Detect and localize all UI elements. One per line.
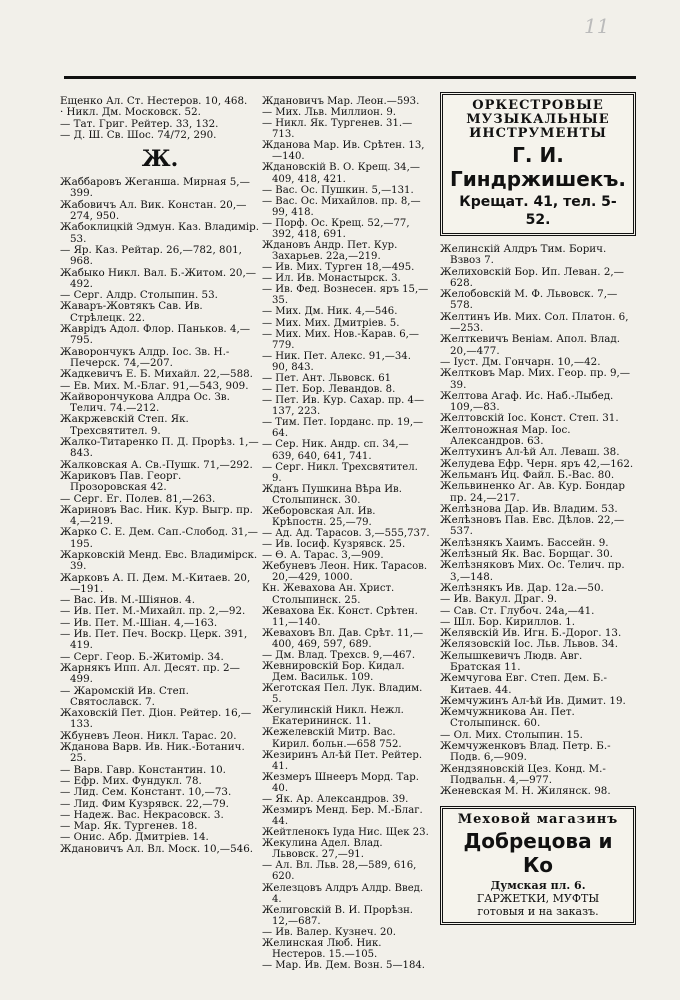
directory-entry: — Серг. Ег. Полев. 81,—263. — [60, 492, 216, 505]
directory-entry: Жельманъ Иц. Файл. Б.-Вас. 80. — [440, 468, 615, 481]
directory-entry: — Мих. Дм. Ник. 4,—546. — [262, 306, 398, 318]
directory-entry: — Пет. Ив. Кур. Сахар. пр. 4—137, 223. — [262, 395, 425, 418]
directory-entry: Жебуневъ Леон. Ник. Тарасов. 20,—429, 1000. — [262, 561, 428, 584]
column-middle — [262, 96, 430, 971]
directory-entry: Жаббаровъ Жеганша. Мирная 5,—399. — [60, 176, 250, 200]
directory-entry: Ещенко Ал. Ст. Нестеров. 10, 468. — [60, 95, 248, 107]
ad-address: Думская пл. 6. — [490, 878, 586, 892]
directory-entry: Желѣзный Як. Вас. Борщаг. 30. — [440, 548, 613, 561]
directory-entry: Ждановичъ Ал. Вл. Моск. 10,—546. — [60, 842, 254, 855]
directory-entry: Жемчужникова Ан. Пет. Столыпинск. 60. — [440, 706, 575, 730]
directory-entry: Жемчугова Евг. Степ. Дем. Б.-Китаев. 44. — [440, 672, 608, 696]
directory-entry: — Ол. Мих. Столыпин. 15. — [440, 728, 583, 741]
directory-entry: Желявскій Ив. Игн. Б.-Дорог. 13. — [440, 627, 622, 640]
directory-entry: — Тим. Пет. Іорданс. пр. 19,—64. — [262, 417, 424, 440]
header-rule — [64, 76, 636, 79]
directory-entry: — Як. Ар. Александров. 39. — [262, 793, 409, 805]
directory-entry: Желудева Ефр. Черн. яръ 42,—162. — [440, 457, 634, 470]
directory-entry: — Вас. Ос. Михайлов. пр. 8,—99, 418. — [262, 195, 421, 218]
directory-entry: Жевахова Ек. Конст. Срѣтен. 11,—140. — [262, 605, 418, 628]
directory-entry: — Ив. Пет. М.-Михайл. пр. 2,—92. — [60, 605, 246, 618]
directory-entry: Жарковъ А. П. Дем. М.-Китаев. 20,—191. — [60, 571, 251, 595]
directory-entry: — Шл. Бор. Кириллов. 1. — [440, 615, 576, 628]
directory-entry: Жабыко Никл. Вал. Б.-Житом. 20,—492. — [60, 266, 257, 290]
ad-line-3: ИНСТРУМЕНТЫ — [469, 126, 607, 141]
directory-entry: — Ив. Іосиф. Кузрявск. 25. — [262, 539, 406, 551]
entries-e-section — [60, 96, 260, 141]
page-number: 11 — [584, 14, 610, 38]
directory-entry: — Ив. Пет. М.-Шіан. 4,—163. — [60, 616, 218, 629]
directory-entry: — Іуст. Дм. Гончарн. 10,—42. — [440, 355, 601, 368]
directory-entry: Жезмеръ Шнееръ Морд. Тар. 40. — [262, 771, 419, 794]
directory-entry: Жаворончукъ Алдр. Іос. Зв. Н.-Печерск. 74,—207. — [60, 345, 230, 369]
entries-list — [262, 96, 430, 971]
directory-entry: Жежелевскій Митр. Вас. Кирил. больн.—658 752. — [262, 727, 402, 750]
directory-entry: Жемчуженковъ Влад. Петр. Б.-Подв. 6,—909. — [440, 740, 611, 764]
directory-entry: — Тат. Григ. Рейтер. 33, 132. — [60, 117, 219, 130]
directory-entry: Жарко С. Е. Дем. Сап.-Слобод. 31,—195. — [60, 526, 258, 550]
directory-entry: — Пет. Ант. Львовск. 61 — [262, 372, 392, 384]
advertisement-furs — [440, 806, 636, 925]
directory-entry: Желтинъ Ив. Мих. Сол. Платон. 6,—253. — [440, 310, 629, 335]
directory-entry: Желткевичъ Веніам. Апол. Влад. 20,—477. — [440, 333, 621, 357]
ad-goods: ГАРЖЕТКИ, МУФТЫ — [476, 891, 600, 905]
directory-entry: Желобовскій М. Ф. Львовск. 7,—578. — [440, 288, 618, 312]
directory-entry: Жельвиненко Аг. Ав. Кур. Бондар пр. 24,—217. — [440, 480, 625, 504]
directory-entry: Жезмиръ Менд. Бер. М.-Благ. 44. — [262, 805, 423, 828]
directory-entry: Жеваховъ Вл. Дав. Срѣт. 11,—400, 469, 597, 689. — [262, 627, 424, 650]
directory-entry: — Ив. Фед. Вознесен. яръ 15,—35. — [262, 284, 429, 307]
directory-entry: Ждановскій В. О. Крещ. 34,—409, 418, 421. — [262, 162, 420, 185]
directory-entry: Желтковъ Мар. Мих. Геор. пр. 9,—39. — [440, 367, 631, 391]
entries-zh-section — [60, 177, 260, 855]
directory-entry: — Ил. Ив. Монастырск. 3. — [262, 273, 401, 285]
directory-entry: Жекулина Адел. Влад. Львовск. 27,—91. — [262, 838, 383, 861]
ad-line-1: ОРКЕСТРОВЫЕ — [472, 98, 604, 113]
directory-entry: Жадкевичъ Е. Б. Михайл. 22,—588. — [60, 368, 253, 381]
directory-entry: Желтовскій Іос. Конст. Степ. 31. — [440, 412, 619, 425]
directory-entry: Жемчужинъ Ал-ѣй Ив. Димит. 19. — [440, 694, 626, 707]
directory-entry: — Онис. Абр. Дмитріев. 14. — [60, 831, 209, 844]
directory-entry: — Ефр. Мих. Фундукл. 78. — [60, 774, 202, 787]
directory-entry: — Мар. Ив. Дем. Возн. 5—184. — [262, 960, 426, 972]
directory-entry: Жейтленокъ Іуда Нис. Щек 23. — [262, 827, 429, 839]
directory-entry: — Жаромскій Ив. Степ. Святославск. 7. — [60, 684, 189, 708]
directory-entry: Жданова Мар. Ив. Срѣтен. 13,—140. — [262, 140, 425, 163]
column-right — [440, 92, 636, 933]
directory-entry: — Лид. Сем. Констант. 10,—73. — [60, 786, 232, 799]
directory-entry: Жданъ Пушкина Вѣра Ив. Столыпинск. 30. — [262, 483, 402, 506]
directory-entry: — Вас. Ив. М.-Шіянов. 4. — [60, 594, 195, 607]
directory-entry: Желѣзнякъ Хаимъ. Бассейн. 9. — [440, 536, 609, 549]
directory-entry: Кн. Жевахова Ан. Христ. Столыпинск. 25. — [262, 583, 395, 606]
directory-entry: Жариковъ Пав. Георг. Прозоровская 42. — [60, 469, 182, 494]
directory-entry: Жарнякъ Ипп. Ал. Десят. пр. 2—499. — [60, 661, 240, 686]
directory-entry: — Яр. Каз. Рейтар. 26,—782, 801, 968. — [60, 243, 242, 268]
directory-entry: Желинскій Алдръ Тим. Борич. Взвоз 7. — [440, 243, 607, 267]
ad-note: готовыя и на заказъ. — [477, 904, 599, 918]
directory-entry: — Сав. Ст. Глубоч. 24а,—41. — [440, 604, 595, 617]
directory-entry: Желтоножная Мар. Іос. Александров. 63. — [440, 423, 571, 448]
entries-list — [440, 244, 636, 798]
directory-entry: Жайворончукова Алдра Ос. Зв. Телич. 74.—212. — [60, 390, 230, 415]
directory-entry: — Ив. Вакул. Драг. 9. — [440, 593, 558, 606]
directory-entry: — Серг. Геор. Б.-Житомір. 34. — [60, 650, 224, 663]
directory-entry: — Мих. Мих. Дмитріев. 5. — [262, 317, 400, 329]
directory-entry: Жакржевскій Степ. Як. Трехсвятител. 9. — [60, 413, 189, 437]
directory-entry: — Ад. Ад. Тарасов. 3,—555,737. — [262, 528, 430, 540]
directory-entry: Жендзяновскій Цез. Конд. М.-Подвальн. 4,—977. — [440, 762, 606, 786]
ad-line-1: Меховой магазинъ — [457, 811, 619, 827]
directory-entry: Жеборовская Ал. Ив. Крѣпостн. 25,—79. — [262, 505, 376, 528]
directory-entry: — Вас. Ос. Пушкин. 5,—131. — [262, 184, 414, 196]
directory-entry: — Д. Ш. Св. Шос. 74/72, 290. — [60, 128, 217, 141]
directory-entry: Желиховскій Бор. Ип. Леван. 2,—628. — [440, 265, 624, 289]
directory-entry: Желѣзнякъ Ив. Дар. 12а.—50. — [440, 581, 604, 594]
directory-entry: Жабоклицкій Эдмун. Каз. Владимір. 53. — [60, 221, 260, 245]
directory-entry: Желѣзновъ Пав. Евс. Дѣлов. 22,—537. — [440, 514, 625, 538]
directory-entry: — Ив. Пет. Печ. Воскр. Церк. 391, 419. — [60, 628, 248, 652]
directory-entry: — Ник. Пет. Алекс. 91,—34. 90, 843. — [262, 350, 411, 373]
directory-entry: — Ив. Валер. Кузнеч. 20. — [262, 926, 397, 938]
advertisement-instruments — [440, 92, 636, 236]
directory-entry: Желышкевичъ Людв. Авг. Братская 11. — [440, 649, 583, 673]
directory-entry: — Ив. Мих. Турген 18,—495. — [262, 262, 415, 274]
directory-entry: — Пет. Бор. Левандов. 8. — [262, 384, 396, 396]
directory-entry: Жевнировскій Бор. Кидал. Дем. Васильк. 109. — [262, 660, 405, 684]
directory-entry: Железцовъ Алдръ Алдр. Введ. 4. — [262, 882, 424, 905]
directory-entry: Жаваръ-Жовтякъ Сав. Ив. Стрѣлецк. 22. — [60, 300, 203, 324]
directory-entry: Ждановичъ Мар. Леон.—593. — [262, 96, 420, 107]
directory-entry: Жаховскій Пет. Діон. Рейтер. 16,—133. — [60, 707, 252, 731]
directory-entry: Жбуневъ Леон. Никл. Тарас. 20. — [60, 729, 237, 742]
ad-line-2: МУЗЫКАЛЬНЫЕ — [466, 112, 610, 127]
directory-entry: Жабовичъ Ал. Вик. Констан. 20,—274, 950. — [60, 198, 247, 223]
directory-entry: Желинская Люб. Ник. Нестеров. 15.—105. — [262, 937, 382, 961]
directory-entry: Жалко-Титаренко П. Д. Прорѣз. 1,—843. — [60, 436, 259, 460]
directory-entry: Женевская М. Н. Жилянск. 98. — [440, 785, 611, 798]
directory-entry: — Варв. Гавр. Константин. 10. — [60, 763, 226, 776]
directory-entry: — Лид. Фим Кузрявск. 22,—79. — [60, 797, 229, 810]
directory-entry: Желѣзняковъ Мих. Ос. Телич. пр. 3,—148. — [440, 559, 625, 583]
directory-entry: — Серг. Никл. Трехсвятител. 9. — [262, 461, 418, 484]
directory-entry: — Дм. Влад. Трехсв. 9,—467. — [262, 649, 416, 661]
section-letter: Ж. — [141, 146, 179, 173]
ad-company-name: Г. И. Гиндржишекъ. — [450, 143, 626, 191]
directory-entry: Желязовскій Іос. Льв. Львов. 34. — [440, 638, 618, 651]
directory-entry: Желтова Агаф. Ис. Наб.-Лыбед. 109,—83. — [440, 389, 614, 414]
directory-entry: Жалковская А. Св.-Пушк. 71,—292. — [60, 458, 253, 471]
directory-entry: Жарковскій Менд. Евс. Владимірск. 39. — [60, 548, 258, 573]
directory-entry: — Ев. Мих. М.-Благ. 91,—543, 909. — [60, 379, 249, 392]
column-left — [60, 96, 260, 855]
directory-entry: — Мар. Як. Тургенев. 18. — [60, 820, 198, 833]
directory-entry: Желтухинъ Ал-ѣй Ал. Леваш. 38. — [440, 446, 620, 459]
directory-entry: Жариновъ Вас. Ник. Кур. Выгр. пр. 4,—219. — [60, 503, 253, 528]
directory-entry: Жаврідъ Адол. Флор. Паньков. 4,—795. — [60, 323, 251, 347]
directory-entry: — Мих. Льв. Миллион. 9. — [262, 107, 396, 119]
directory-entry: Жезиринъ Ал-ѣй Пет. Рейтер. 41. — [262, 749, 423, 772]
directory-entry: Жеготская Пел. Лук. Владим. 5. — [262, 683, 423, 706]
ad-company-name: Добрецова и Ко — [463, 828, 613, 877]
directory-entry: — Серг. Алдр. Столыпин. 53. — [60, 289, 218, 302]
directory-entry: · Никл. Дм. Московск. 52. — [60, 106, 201, 119]
ad-address: Крещат. 41, тел. 5-52. — [459, 194, 617, 228]
directory-entry: — Сер. Ник. Андр. сп. 34,—639, 640, 641, 741. — [262, 439, 409, 462]
directory-entry: Желиговскій В. И. Прорѣзн. 12,—687. — [262, 904, 414, 927]
directory-entry: — Никл. Як. Тургенев. 31.—713. — [262, 118, 413, 141]
directory-entry: — Мих. Мих. Нов.-Карав. 6,—779. — [262, 328, 419, 351]
directory-entry: Жегулинскій Никл. Нежл. Екатерининск. 11. — [262, 705, 404, 728]
directory-entry: — Порф. Ос. Крещ. 52,—77, 392, 418, 691. — [262, 217, 410, 240]
directory-entry: — Надеж. Вас. Некрасовск. 3. — [60, 808, 224, 821]
directory-entry: — Ал. Вл. Льв. 28,—589, 616, 620. — [262, 860, 417, 883]
directory-entry: Жданова Варв. Ив. Ник.-Ботанич. 25. — [60, 741, 245, 765]
directory-entry: Желѣзнова Дар. Ив. Владим. 53. — [440, 502, 618, 515]
directory-entry: Ждановъ Андр. Пет. Кур. Захарьев. 22а,—219. — [262, 240, 398, 263]
directory-entry: — Ѳ. А. Тарас. 3,—909. — [262, 550, 384, 562]
